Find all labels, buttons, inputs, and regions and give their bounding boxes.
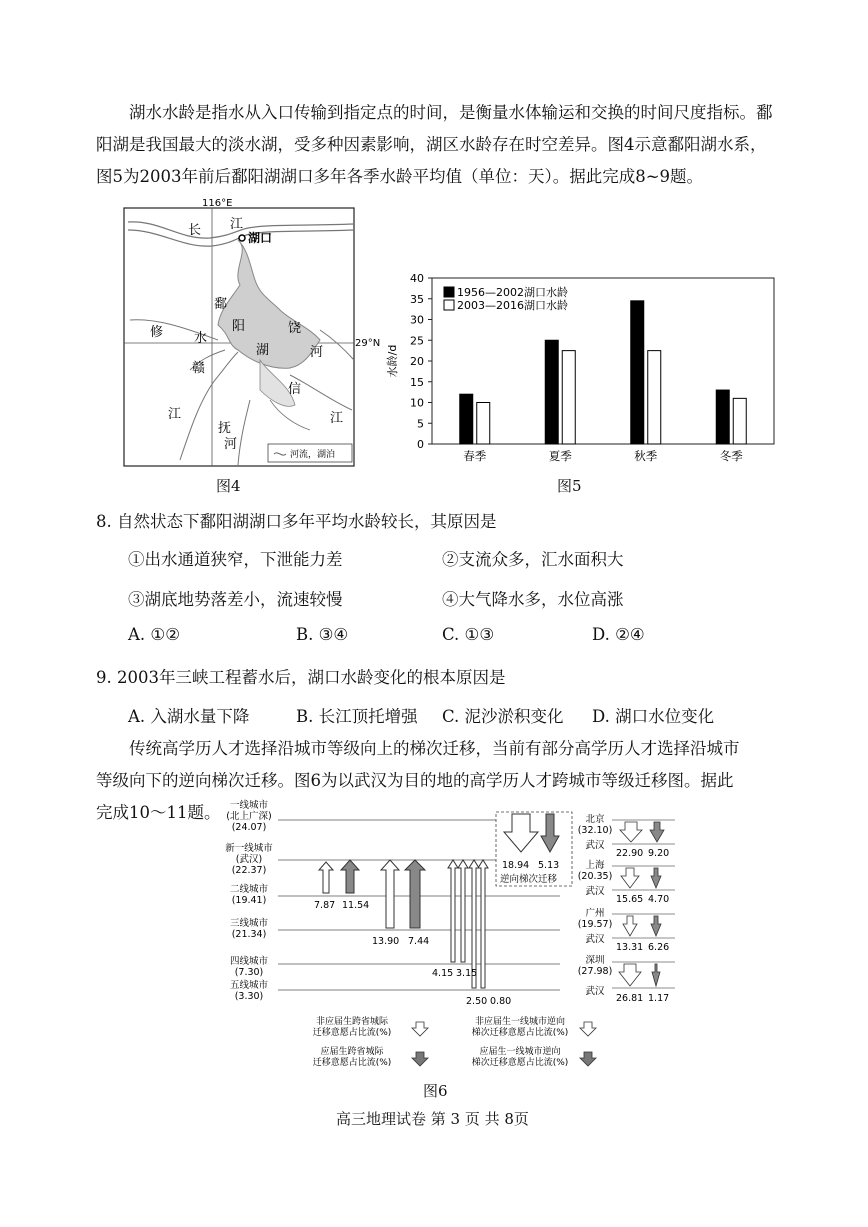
page-footer: 高三地理试卷 第 3 页 共 8页 [336,1110,529,1128]
pair3-arrow-white [623,916,637,936]
map-char-rao: 饶 [288,321,302,336]
city-shenzhen-value: (27.98) [577,966,613,977]
fig4-caption: 图4 [216,477,241,495]
level-2-value: (22.37) [231,865,267,876]
pair2-arrow-white [621,868,639,888]
legend-white-arrow-icon-2 [580,1022,596,1036]
map-char-xin: 信 [288,382,302,397]
fig5-caption: 图5 [557,477,582,495]
arrow-up-3-15 [458,860,468,962]
value-11-54: 11.54 [342,900,370,911]
level-1-name: 一线城市 [229,800,269,811]
value-13-90: 13.90 [372,936,400,947]
q9-option-c[interactable]: C. 泥沙淤积变化 [442,707,564,726]
arrow-up-4-15 [448,860,458,962]
fig6-caption: 图6 [423,1082,448,1100]
legend2-line2: 梯次迁移意愿占比流(%) [471,1028,569,1038]
level-6-value: (3.30) [234,991,264,1002]
bar-2003-2016-2 [648,351,661,444]
map-char-shui: 水 [194,331,208,346]
level-1-sub: (北上广深) [226,811,272,822]
lat-label: 29°N [355,338,381,349]
q8-option-c[interactable]: C. ①③ [442,625,495,644]
pair4-arrow-white [619,964,641,986]
bar-1956-2002-0 [460,394,473,444]
city-beijing: 北京 [585,814,605,825]
map-char-fu: 抚 [218,421,232,436]
legend1-line2: 迁移意愿占比流(%) [312,1028,392,1038]
level-6-name: 五线城市 [229,980,269,991]
legend-grey-arrow-icon [412,1052,428,1066]
value-5-13: 5.13 [538,860,560,871]
legend-label-1: 2003—2016湖口水龄 [457,299,568,312]
level-4-value: (21.34) [231,929,267,940]
arrow-up-13-90 [381,860,399,928]
y-tick-label: 5 [417,417,424,431]
legend2-line1: 非应届生一线城市逆向 [474,1017,566,1027]
y-tick-label: 40 [410,272,424,285]
city-wuhan-4: 武汉 [585,986,605,997]
q9-option-b[interactable]: B. 长江顶托增强 [296,707,418,726]
map-char-jiang3: 江 [330,411,344,426]
value-18-94: 18.94 [502,860,530,871]
q8-statement-2: ②支流众多，汇水面积大 [442,550,624,569]
legend4-line1: 应届生一线城市逆向 [479,1047,561,1057]
x-category-label: 冬季 [719,449,743,463]
city-wuhan-2: 武汉 [585,886,605,897]
y-tick-label: 20 [410,355,424,368]
q8-stem: 8. 自然状态下鄱阳湖湖口多年平均水龄较长，其原因是 [96,512,497,531]
level-1-value: (24.07) [231,822,267,833]
intro2-line2: 等级向下的逆向梯次迁移。图6为以武汉为目的地的高学历人才跨城市等级迁移图。据此 [96,771,734,790]
pair4-arrow-grey [652,964,660,986]
map-char-jiang1: 江 [230,217,244,232]
intro1-line1: 湖水水龄是指水从入口传输到指定点的时间，是衡量水体输运和交换的时间尺度指标。鄱 [129,103,773,122]
x-category-label: 夏季 [548,449,572,463]
intro1-line3: 图5为2003年前后鄱阳湖湖口多年各季水龄平均值（单位：天）。据此完成8~9题。 [96,167,704,186]
arrow-up-7-44 [405,860,425,928]
city-shanghai-value: (20.35) [577,871,613,882]
q8-option-d[interactable]: D. ②④ [592,625,645,644]
map-legend-text: 河流，湖泊 [290,450,336,460]
bar-2003-2016-3 [733,398,746,444]
q8-statement-1: ①出水通道狭窄，下泄能力差 [128,550,343,569]
city-wuhan-1: 武汉 [585,840,605,851]
level-4-name: 三线城市 [229,918,269,929]
level-3-value: (19.41) [231,895,267,906]
city-guangzhou-value: (19.57) [577,919,613,930]
city-shanghai: 上海 [585,860,605,871]
reverse-migration-label: 逆向梯次迁移 [500,874,558,885]
map-char-he1: 河 [310,345,324,360]
fig6-legend [313,1015,569,1068]
pair1-value-a: 22.90 [616,848,644,859]
level-2-sub: (武汉) [235,854,263,865]
y-tick-label: 35 [410,292,424,306]
arrow-up-11-54 [341,860,359,893]
intro-paragraph-1 [96,97,786,193]
bar-1956-2002-3 [716,390,729,444]
value-7-44: 7.44 [408,936,430,947]
pair2-value-a: 15.65 [616,894,644,905]
city-shenzhen: 深圳 [585,955,605,966]
pair4-value-b: 1.17 [648,993,670,1004]
pair3-arrow-grey [651,916,661,936]
bar-2003-2016-0 [477,403,490,445]
legend-grey-arrow-icon-2 [580,1052,596,1066]
intro2-line1: 传统高学历人才选择沿城市等级向上的梯次迁移，当前有部分高学历人才选择沿城市 [129,739,740,758]
city-beijing-value: (32.10) [577,825,613,836]
value-0-80: 0.80 [490,996,512,1007]
y-tick-label: 15 [410,375,424,389]
legend-label-0: 1956—2002湖口水龄 [457,286,568,299]
level-5-value: (7.30) [234,967,264,978]
legend1-line1: 非应届生跨省城际 [315,1017,389,1027]
value-2-50: 2.50 [466,996,488,1007]
value-4-15: 4.15 [432,968,454,979]
q8-statement-4: ④大气降水多，水位高涨 [442,590,624,609]
pair1-value-b: 9.20 [648,848,670,859]
x-category-label: 春季 [463,449,487,463]
value-7-87: 7.87 [314,900,336,911]
city-wuhan-3: 武汉 [585,934,605,945]
intro2-line3: 完成10～11题。 [96,803,221,822]
pair2-arrow-grey [651,868,661,888]
q9-option-a[interactable]: A. 入湖水量下降 [128,707,250,726]
bar-2003-2016-1 [562,351,575,444]
level-2-name: 新一线城市 [225,843,273,854]
legend3-line1: 应届生跨省城际 [320,1047,384,1057]
talent-migration-figure [220,798,680,1076]
poyang-lake-map [120,198,381,472]
map-char-xiu: 修 [150,325,164,340]
pair3-value-b: 6.26 [648,942,670,953]
x-category-label: 秋季 [634,449,658,463]
arrow-up-7-87 [319,862,333,893]
map-char-he2: 河 [224,437,238,452]
intro1-line2: 阳湖是我国最大的淡水湖，受多种因素影响，湖区水龄存在时空差异。图4示意鄱阳湖水系， [96,135,767,154]
city-levels [225,799,273,1002]
q8-option-a[interactable]: A. ①② [128,625,180,644]
bar-1956-2002-2 [631,301,644,444]
q8-option-b[interactable]: B. ③④ [296,625,349,644]
y-tick-label: 10 [410,396,424,410]
y-tick-label: 30 [410,313,424,327]
map-char-hu: 湖 [256,343,270,358]
bar-1956-2002-1 [545,340,558,444]
pair3-value-a: 13.31 [616,942,644,953]
hukou-point-icon [239,235,245,241]
level-5-name: 四线城市 [229,956,269,967]
map-char-po: 鄱 [214,297,228,312]
pair2-value-b: 4.70 [648,894,670,905]
value-3-15: 3.15 [456,968,478,979]
y-tick-label: 25 [410,334,424,348]
y-axis-label: 水龄/d [386,344,399,378]
legend-swatch-1 [444,300,454,310]
y-tick-label: 0 [417,438,424,451]
legend4-line2: 梯次迁移意愿占比流(%) [471,1058,569,1068]
level-3-name: 二线城市 [229,884,269,895]
map-char-gan: 赣 [192,361,206,376]
map-char-jiang2: 江 [168,407,182,422]
legend-white-arrow-icon [412,1022,428,1036]
lon-label: 116°E [202,198,233,209]
pair1-arrow-grey [650,822,664,842]
q8-statement-3: ③湖底地势落差小，流速较慢 [128,590,343,609]
city-guangzhou: 广州 [585,908,605,919]
legend-swatch-0 [444,287,454,297]
q9-option-d[interactable]: D. 湖口水位变化 [592,707,715,726]
q9-stem: 9. 2003年三峡工程蓄水后，湖口水龄变化的根本原因是 [96,668,506,687]
map-char-chang: 长 [188,223,202,238]
hukou-label: 湖口 [248,231,273,245]
arrow-up-0-80 [478,860,488,988]
map-char-yang: 阳 [232,319,246,334]
pair4-value-a: 26.81 [616,993,644,1004]
water-age-bar-chart [382,268,782,468]
legend3-line2: 迁移意愿占比流(%) [312,1058,392,1068]
pair1-arrow-white [620,822,642,842]
